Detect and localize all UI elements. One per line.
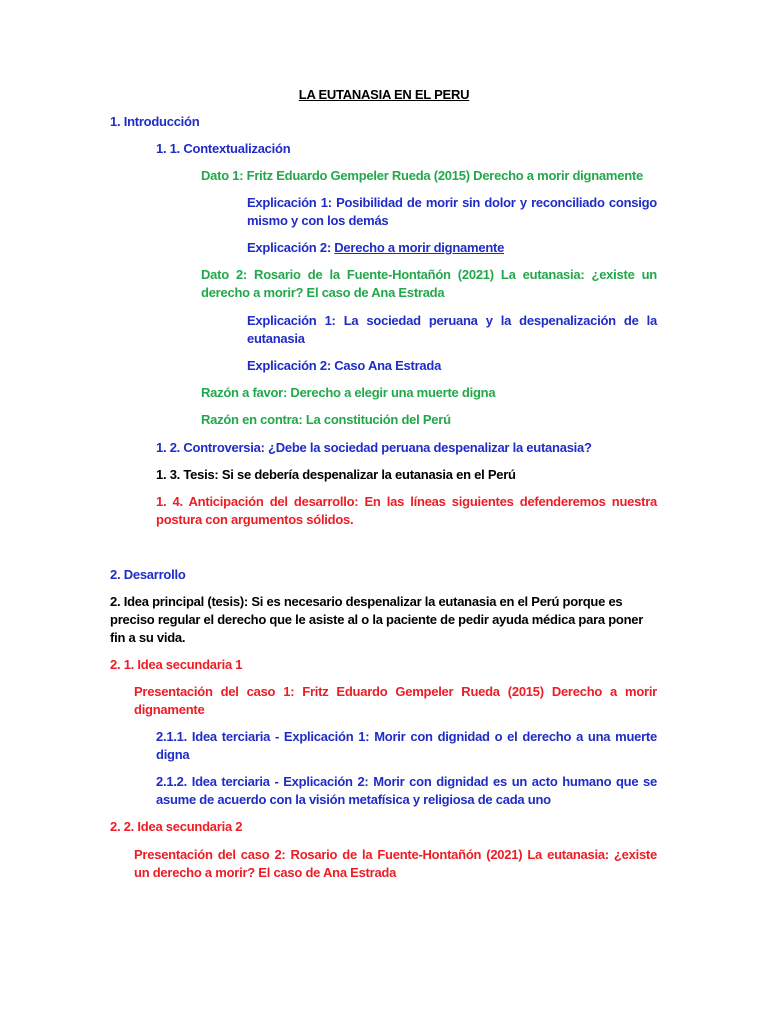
derecho-a-morir-link[interactable]: Derecho a morir dignamente [334, 240, 505, 255]
subsection-1-1: 1. 1. Contextualización [156, 141, 291, 156]
razon-en-contra: Razón en contra: La constitución del Perú [201, 412, 451, 427]
dato-1-explicacion-2 [247, 239, 657, 257]
dato-1-explicacion-2-prefix: Explicación 2: [247, 240, 331, 255]
subsection-1-2-controversia: 1. 2. Controversia: ¿Debe la sociedad peruana despenalizar la eutanasia? [156, 440, 592, 455]
subsection-1-3-tesis: 1. 3. Tesis: Si se debería despenalizar la eutanasia en el Perú [156, 467, 516, 482]
section-2-heading: 2. Desarrollo [110, 567, 186, 582]
subsection-2-2: 2. 2. Idea secundaria 2 [110, 819, 243, 834]
dato-2: Dato 2: Rosario de la Fuente-Hontañón (2021) La eutanasia: ¿existe un derecho a morir? El caso de Ana Estrada [201, 267, 657, 300]
caso-1-presentacion: Presentación del caso 1: Fritz Eduardo Gempeler Rueda (2015) Derecho a morir dignamente [134, 684, 657, 717]
idea-terciaria-2-1-1: 2.1.1. Idea terciaria - Explicación 1: Morir con dignidad o el derecho a una muerte digna [156, 729, 657, 762]
subsection-2-1: 2. 1. Idea secundaria 1 [110, 657, 243, 672]
dato-2-explicacion-1: Explicación 1: La sociedad peruana y la despenalización de la eutanasia [247, 313, 657, 346]
section-1-heading: 1. Introducción [110, 114, 200, 129]
razon-a-favor: Razón a favor: Derecho a elegir una muerte digna [201, 385, 496, 400]
document-title: LA EUTANASIA EN EL PERU [298, 87, 470, 102]
idea-terciaria-2-1-2: 2.1.2. Idea terciaria - Explicación 2: Morir con dignidad es un acto humano que se asume de acuerdo con la visión metafísica y religiosa de cada uno [156, 774, 657, 807]
dato-1: Dato 1: Fritz Eduardo Gempeler Rueda (2015) Derecho a morir dignamente [201, 168, 643, 183]
idea-principal: 2. Idea principal (tesis): Si es necesario despenalizar la eutanasia en el Perú porque es preciso regular el derecho que le asiste al o la paciente de pedir ayuda médica para poner fin a su vida. [110, 594, 644, 645]
dato-1-explicacion-1: Explicación 1: Posibilidad de morir sin dolor y reconciliado consigo mismo y con los demás [247, 195, 657, 228]
caso-2-presentacion: Presentación del caso 2: Rosario de la Fuente-Hontañón (2021) La eutanasia: ¿existe un derecho a morir? El caso de Ana Estrada [134, 847, 657, 880]
dato-2-explicacion-2: Explicación 2: Caso Ana Estrada [247, 358, 442, 373]
subsection-1-4-anticipacion: 1. 4. Anticipación del desarrollo: En las líneas siguientes defenderemos nuestra postura con argumentos sólidos. [156, 494, 657, 527]
